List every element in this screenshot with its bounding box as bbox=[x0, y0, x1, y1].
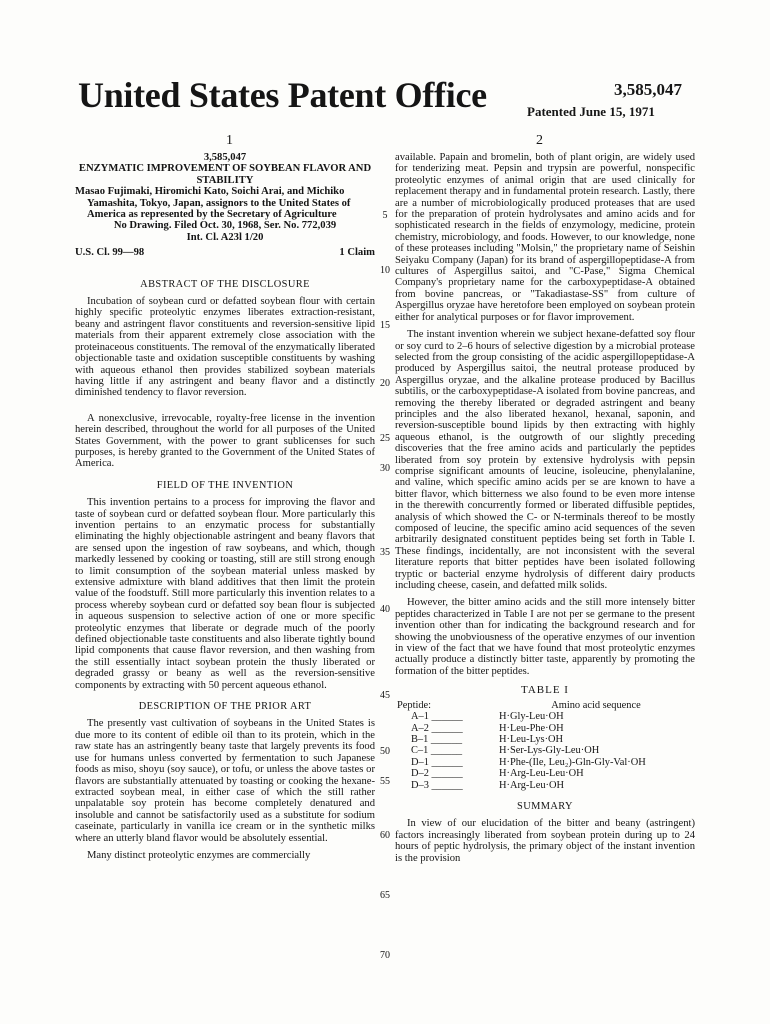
line-number: 55 bbox=[380, 776, 390, 787]
line-number: 40 bbox=[380, 604, 390, 615]
claim-count: 1 Claim bbox=[339, 247, 375, 259]
summary-heading: SUMMARY bbox=[517, 800, 573, 812]
field-heading: FIELD OF THE INVENTION bbox=[156, 479, 294, 491]
field-text: This invention pertains to a process for improving the flavor and taste of soybean curd or defatted soybean flour. More particularly this invention pertains to an enzymatic process for substantially eliminating the highly objectionable astringent and beany flavors that are sensed upon the ingestion of raw soybeans, and which, though markedly lessened by cooking or toasting, still are still strong enough to limit consumption of the soybean material unless masked by extensive admixture with bland additives that then limit the protein value of the foodstuff. Still more particularly this invention relates to a process whereby soybean curd or defatted soy bean flour is subjected in aqueous suspension to selective action of one or more specific proteolytic enzymes that liberate or degrade much of the poorly defined objectionable taste constituents and also liberate tightly bound lipid components that cause flavor reversion, and then washing from the still essentially intact soybean protein the thusly liberated or degraded grassy or beany as well as the reversion-sensitive components by extracting with 50 percent aqueous ethanol. bbox=[75, 497, 375, 691]
body-paragraph: However, the bitter amino acids and the still more intensely bitter peptides characterized in Table I are not per se germane to the present invention other than for indicating the background research and for showing the unobviousness of the operative enzymes of our invention in view of the fact that we have found that most proteolytic enzymes actually produce a distinctly bitter taste, apparently by promoting the formation of the bitter peptides. bbox=[395, 597, 695, 677]
abstract-heading: ABSTRACT OF THE DISCLOSURE bbox=[140, 278, 310, 290]
table-header-peptide: Peptide: bbox=[397, 699, 432, 711]
body-paragraph: The instant invention wherein we subject hexane-defatted soy flour or soy curd to 2–6 hours of selective digestion by a microbial protease selected from the group consisting of the acidic aspergillopeptidase-A produced by Aspergillus saitoi, the neutral protease produced by Aspergillus oryzae, and the alkaline protease produced by Bacillus subtilis, or the carboxypeptidase-A isolated from bovine pancreas, and removing the thereby liberated or degraded astringent and beany principles and the also liberated hexanol, hexanal, saponin, and reversion-susceptible bound lipids by then extracting with highly aqueous ethanol, is the outgrowth of our slightly preceding discoveries that the free amino acids and particularly the peptides liberated from soy protein by extensive hydrolysis with pepsin comprise significant amounts of leucine, isoleucine, phenylalanine, and valine, which specific amino acids per se are known to have a bitter flavor, which bitterness we also found to be even more intense in the therewith concurrently formed or liberated diffusible peptides, analysis of which showed the C- or N-terminals thereof to be mostly composed of leucine, the specific amino acid sequences of the seven arbitrarily designated constituent peptides being set forth in Table I. These findings, incidentally, are not inconsistent with the several literature reports that bitter peptides have been isolated following tryptic or bacterial enzyme hydrolysis of different dairy products including cheese, casein, and defatted milk solids. bbox=[395, 329, 695, 592]
line-number: 35 bbox=[380, 547, 390, 558]
patented-date: Patented June 15, 1971 bbox=[527, 104, 655, 119]
left-column bbox=[75, 152, 375, 867]
table-header-sequence: Amino acid sequence bbox=[551, 699, 641, 711]
license-text: A nonexclusive, irrevocable, royalty-free license in the invention herein described, throughout the world for all purposes of the United States Government, with the power to grant sublicenses for such purposes, is hereby granted to the Government of the United States of America. bbox=[75, 412, 375, 470]
peptide-id: D–3 ______ bbox=[411, 779, 463, 791]
peptide-sequence: H·Ser-Lys-Gly-Leu·OH bbox=[499, 745, 600, 757]
patent-number: 3,585,047 bbox=[614, 80, 682, 99]
table-row bbox=[395, 768, 695, 779]
patent-title: ENZYMATIC IMPROVEMENT OF SOYBEAN FLAVOR AND STABILITY bbox=[78, 163, 372, 186]
peptide-id: C–1 ______ bbox=[411, 745, 463, 757]
line-number: 15 bbox=[380, 320, 390, 331]
office-title: United States Patent Office bbox=[78, 75, 487, 115]
us-classification: U.S. Cl. 99—98 bbox=[75, 247, 145, 259]
peptide-sequence: H·Phe-(Ile, Leu₂)-Gln-Gly-Val·OH bbox=[499, 756, 646, 768]
line-number: 10 bbox=[380, 265, 390, 276]
bibliographic-block bbox=[75, 152, 375, 259]
prior-art-text: The presently vast cultivation of soybeans in the United States is due more to its content of edible oil than to its protein, which in the raw state has an astringently beany taste that largely prevents its food use for humans unless converted by fermentation to such Japanese foods as miso, shoyu (soy sauce), or tofu, or unless the above tastes or flavors are substantially attenuated by toasting or cooking the hexane-extracted soybean meal, in either case of which the still rather unpalatable soy protein has become completely denatured and insoluble and cannot be satisfactorily used as a substitute for sodium caseinate, particularly in vanilla ice cream or in the synthetic milks where an utterly bland flavor would be absolutely essential. bbox=[75, 718, 375, 844]
peptide-id: B–1 ______ bbox=[411, 733, 463, 745]
line-number: 50 bbox=[380, 746, 390, 757]
line-number: 20 bbox=[380, 378, 390, 389]
application-info: No Drawing. Filed Oct. 30, 1968, Ser. No. 772,039 bbox=[113, 220, 337, 232]
bib-patent-number: 3,585,047 bbox=[203, 152, 247, 163]
peptide-id: D–2 ______ bbox=[411, 768, 463, 780]
prior-art-text-continued: Many distinct proteolytic enzymes are commercially bbox=[87, 849, 311, 861]
prior-art-heading: DESCRIPTION OF THE PRIOR ART bbox=[138, 701, 312, 713]
peptide-sequence: H·Leu-Lys·OH bbox=[499, 733, 564, 745]
peptide-table bbox=[395, 700, 695, 791]
table-title: TABLE I bbox=[521, 684, 569, 697]
peptide-id: A–2 ______ bbox=[411, 722, 463, 734]
summary-text: In view of our elucidation of the bitter and beany (astringent) factors increasingly liberated from soybean protein during up to 24 hours of peptic hydrolysis, the primary object of the instant invention is the provision bbox=[395, 818, 695, 864]
int-classification: Int. Cl. A23l 1/20 bbox=[186, 231, 264, 243]
line-number: 25 bbox=[380, 433, 390, 444]
peptide-sequence: H·Leu-Phe·OH bbox=[499, 722, 564, 734]
line-number: 30 bbox=[380, 463, 390, 474]
column-number-right: 2 bbox=[536, 133, 543, 148]
table-row bbox=[395, 780, 695, 791]
body-paragraph: available. Papain and bromelin, both of plant origin, are widely used for tenderizing meat. Pepsin and trypsin are powerful, nonspecific proteolytic enzymes of animal origin that are used clinically for replacement therapy and in fundamental protein research. Lastly, there are a number of microbiologically produced proteases that are used for the preparation of protein hydrolysates and amino acids and for sophisticated research in the fields of enzymology, medicine, protein chemistry, microbiology, and foods. However, to our knowledge, none of these proteases including "Molsin," the proprietary name of Seishin Seiyaku Company (Japan) for its brand of aspergillopeptidase-A from cultures of Aspergillus saitoi, and "C-Pase," Sigma Chemical Company's proprietary name for the carboxypeptidase-A obtained from bovine pancreas, or "Takadiastase-SS" from culture of Aspergillus oryzae have heretofore been employed on soybean protein either for analytical purposes or for flavor improvement. bbox=[395, 152, 695, 323]
line-number: 60 bbox=[380, 830, 390, 841]
line-number: 45 bbox=[380, 690, 390, 701]
line-number: 65 bbox=[380, 890, 390, 901]
us-classification-row bbox=[75, 247, 375, 258]
table-row bbox=[395, 723, 695, 734]
table-row bbox=[395, 711, 695, 722]
table-row bbox=[395, 745, 695, 756]
line-number: 5 bbox=[382, 210, 388, 221]
peptide-sequence: H·Gly-Leu·OH bbox=[499, 711, 564, 723]
abstract-text: Incubation of soybean curd or defatted soybean flour with certain highly specific proteolytic enzymes liberates extraction-resistant, beany and astringent flavor constituents and reversion-sensitive lipid materials from their apparent extremely close association with the proteinaceous constituents. The removal of the enzymatically liberated objectionable taste and oxidation susceptible constituents by washing with aqueous ethanol then provides stabilized soybean materials having little if any astringent and beany flavor and a distinctly diminished tendency to flavor reversion. bbox=[75, 296, 375, 399]
peptide-sequence: H·Arg-Leu-Leu·OH bbox=[499, 768, 584, 780]
right-column bbox=[395, 152, 695, 870]
table-row bbox=[395, 757, 695, 768]
peptide-sequence: H·Arg-Leu·OH bbox=[499, 779, 565, 791]
column-number-left: 1 bbox=[226, 133, 233, 148]
peptide-id: D–1 ______ bbox=[411, 756, 463, 768]
table-header-row bbox=[395, 700, 695, 711]
inventors: Masao Fujimaki, Hiromichi Kato, Soichi Arai, and Michiko Yamashita, Tokyo, Japan, assignors to the United States of America as represented by the Secretary of Agriculture bbox=[75, 186, 351, 221]
line-number: 70 bbox=[380, 950, 390, 961]
peptide-id: A–1 ______ bbox=[411, 711, 463, 723]
table-row bbox=[395, 734, 695, 745]
